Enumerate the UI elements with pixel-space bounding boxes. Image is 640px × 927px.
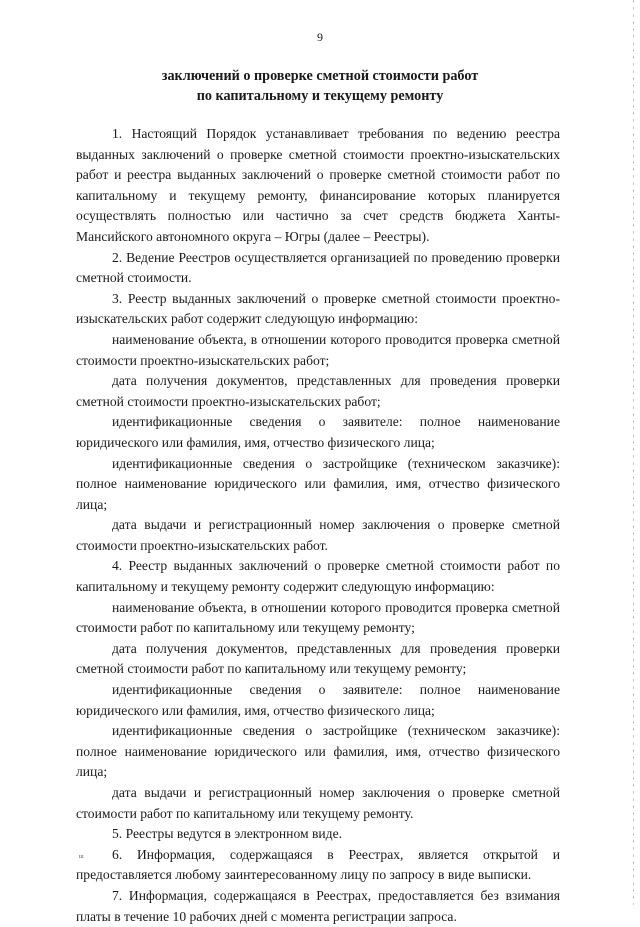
- paragraph-3-item-issue: дата выдачи и регистрационный номер заключения о проверке сметной стоимости проектно-изыскательских работ.: [76, 517, 560, 553]
- paragraph-3-item-developer: идентификационные сведения о застройщике (техническом заказчике): полное наименование юридического или фамилия, имя, отчество физического лица;: [76, 455, 560, 512]
- paragraph-4-item-applicant: идентификационные сведения о заявителе: полное наименование юридического или фамилия, имя, отчество физического лица;: [76, 682, 560, 718]
- page-number: 9: [317, 30, 323, 44]
- paragraph-4-item-date: дата получения документов, представленных для проведения проверки сметной стоимости работ по капитальному или текущему ремонту;: [76, 640, 560, 677]
- title-line-2: по капитальному и текущему ремонту: [196, 88, 444, 104]
- footer-mark: ш: [79, 854, 84, 860]
- paragraph-4: 4. Реестр выданных заключений о проверке сметной стоимости работ по капитальному и текущему ремонту содержит следующую информацию:: [76, 558, 560, 595]
- paragraph-3: 3. Реестр выданных заключений о проверке сметной стоимости проектно-изыскательских работ содержит следующую информацию:: [76, 290, 560, 327]
- paragraph-3-item-date: дата получения документов, представленных для проведения проверки сметной стоимости проектно-изыскательских работ;: [76, 373, 560, 409]
- paragraph-7: 7. Информация, содержащаяся в Реестрах, предоставляется без взимания платы в течение 10 рабочих дней с момента регистрации запроса.: [76, 887, 560, 924]
- paragraph-4-item-issue: дата выдачи и регистрационный номер заключения о проверке сметной стоимости работ по капитальному или текущему ремонту.: [76, 785, 560, 821]
- paragraph-3-item-applicant: идентификационные сведения о заявителе: полное наименование юридического или фамилия, имя, отчество физического лица;: [76, 414, 560, 450]
- paragraph-5: 5. Реестры ведутся в электронном виде.: [112, 826, 343, 842]
- paragraph-6: 6. Информация, содержащаяся в Реестрах, является открытой и предоставляется любому заинтересованному лицу по запросу в виде выписки.: [76, 846, 560, 883]
- title-line-1: заключений о проверке сметной стоимости работ: [161, 68, 479, 84]
- paragraph-3-item-object: наименование объекта, в отношении которого проводится проверка сметной стоимости проектно-изыскательских работ;: [76, 331, 560, 368]
- document-body: [76, 124, 560, 927]
- paragraph-1: 1. Настоящий Порядок устанавливает требования по ведению реестра выданных заключений о проверке сметной стоимости проектно-изыскательских работ и реестра выданных заключений о проверке сметной стоимости работ по капитальному и текущему ремонту, финансирование которых планируется осуществлять полностью или частично за счет средств бюджета Ханты-Мансийского автономного округа – Югры (далее – Реестры).: [76, 126, 560, 244]
- paragraph-4-item-developer: идентификационные сведения о застройщике (техническом заказчике): полное наименование юридического или фамилия, имя, отчество физического лица;: [76, 723, 560, 780]
- document-title: [60, 66, 580, 106]
- paragraph-4-item-object: наименование объекта, в отношении которого проводится проверка сметной стоимости работ по капитальному или текущему ремонту;: [76, 599, 560, 636]
- scan-edge-line: [633, 0, 634, 905]
- paragraph-2: 2. Ведение Реестров осуществляется организацией по проведению проверки сметной стоимости.: [76, 249, 560, 286]
